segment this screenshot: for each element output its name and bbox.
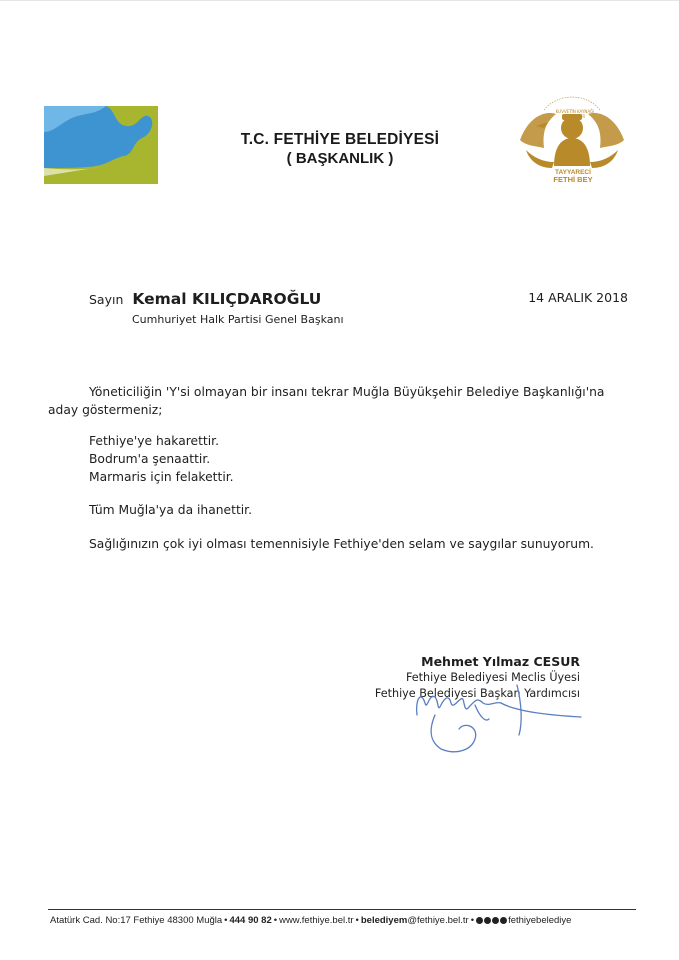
signatory-role-1: Fethiye Belediyesi Meclis Üyesi bbox=[405, 671, 580, 684]
list-item: Fethiye'ye hakarettir. bbox=[89, 434, 219, 448]
letter-date: 14 ARALIK 2018 bbox=[528, 290, 628, 305]
signatory-role-2: Fethiye Belediyesi Başkan Yardımcısı bbox=[374, 687, 580, 700]
facebook-icon bbox=[476, 917, 483, 924]
emblem-caption bbox=[538, 169, 608, 183]
recipient-name: Kemal KILIÇDAROĞLU bbox=[132, 290, 322, 308]
footer-email-prefix[interactable]: belediyem bbox=[360, 915, 408, 926]
salutation-prefix: Sayın bbox=[89, 292, 124, 307]
emblem-caption-line2: FETHİ BEY bbox=[553, 175, 593, 184]
footer-website[interactable]: www.fethiye.bel.tr bbox=[279, 915, 354, 926]
emblem-arc-text: KUVVETİN KAYNAĞI MİLLETTİR bbox=[555, 109, 595, 119]
signatory-name: Mehmet Yılmaz CESUR bbox=[421, 654, 580, 669]
footer: Atatürk Cad. No:17 Fethiye 48300 Muğla • 444 90 82 • www.fethiye.bel.tr • belediyem@fethiye.bel.tr • fethiyebelediye bbox=[50, 915, 572, 926]
list-item: Marmaris için felakettir. bbox=[89, 470, 234, 484]
salutation bbox=[89, 290, 321, 308]
footer-phone: 444 90 82 bbox=[229, 915, 272, 926]
twitter-icon bbox=[484, 917, 491, 924]
youtube-icon bbox=[500, 917, 507, 924]
footer-divider bbox=[48, 909, 636, 910]
body-paragraph-3: Sağlığınızın çok iyi olması temennisiyle Fethiye'den selam ve saygılar sunuyorum. bbox=[89, 537, 594, 551]
municipality-logo-icon bbox=[44, 106, 158, 184]
body-paragraph-1: Yöneticiliğin 'Y'si olmayan bir insanı tekrar Muğla Büyükşehir Belediye Başkanlığı'na aday göstermeniz; bbox=[48, 385, 605, 417]
handwritten-signature-icon bbox=[405, 645, 590, 760]
instagram-icon bbox=[492, 917, 499, 924]
body-list bbox=[89, 432, 234, 486]
emblem-caption-line1: TAYYARECİ bbox=[555, 169, 591, 176]
footer-social-handle[interactable]: fethiyebelediye bbox=[508, 915, 572, 926]
page-top-edge bbox=[0, 0, 679, 1]
organization-name: T.C. FETHİYE BELEDİYESİ bbox=[240, 131, 440, 148]
footer-email-domain[interactable]: @fethiye.bel.tr bbox=[407, 915, 469, 926]
list-item: Bodrum'a şenaattir. bbox=[89, 452, 211, 466]
footer-address: Atatürk Cad. No:17 Fethiye 48300 Muğla bbox=[50, 915, 223, 926]
organization-department: ( BAŞKANLIK ) bbox=[286, 150, 394, 167]
body-paragraph-2: Tüm Muğla'ya da ihanettir. bbox=[89, 503, 253, 517]
recipient-title: Cumhuriyet Halk Partisi Genel Başkanı bbox=[132, 313, 344, 326]
